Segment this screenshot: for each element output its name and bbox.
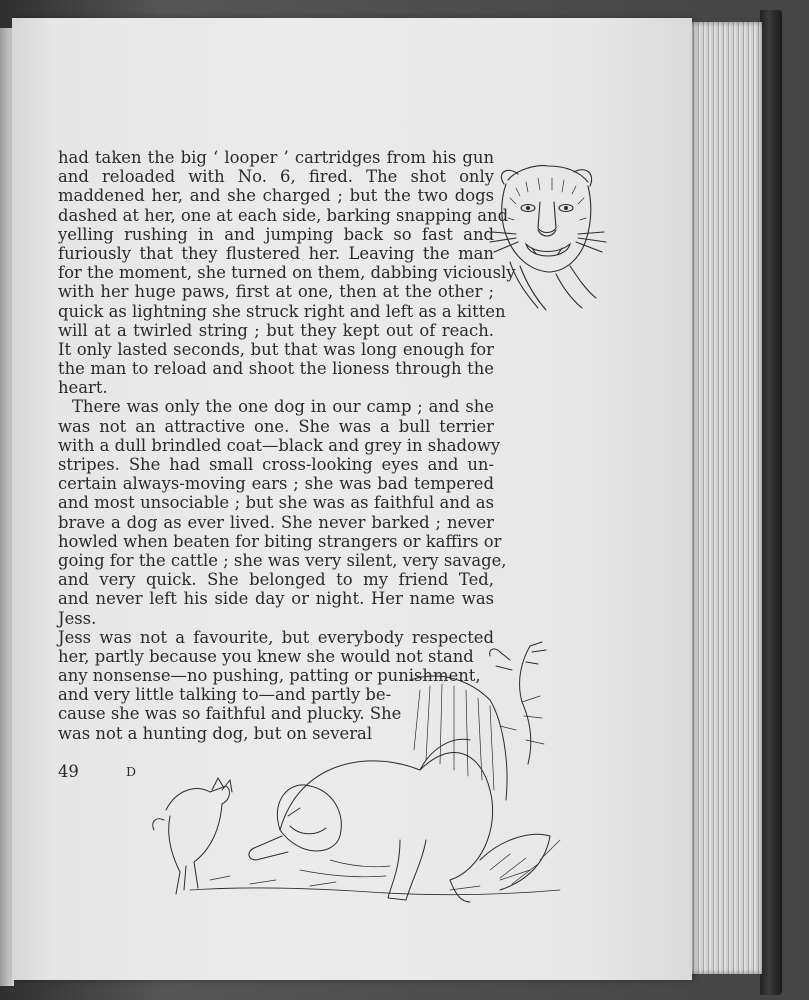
text-line: There was only the one dog in our camp ; and she: [72, 397, 494, 417]
text-line: brave a dog as ever lived. She never barked ; never: [58, 512, 494, 532]
text-line: going for the cattle ; she was very silent, very savage,: [58, 550, 507, 570]
text-line: It only lasted seconds, but that was long enough for: [58, 339, 494, 359]
text-line: Jess.: [58, 608, 97, 628]
text-line: with her huge paws, first at one, then at the other ;: [58, 282, 494, 302]
lioness-and-dog-illustration: [150, 640, 580, 912]
text-line: was not an attractive one. She was a bull terrier: [58, 416, 494, 436]
text-line: stripes. She had small cross-looking eyes and un-: [58, 455, 494, 474]
book-cover-edge: [760, 10, 782, 995]
page-stack-edges: [686, 22, 762, 974]
text-line: yelling rushing in and jumping back so fast and: [58, 224, 494, 244]
text-line: and never left his side day or night. Her name was: [58, 589, 494, 609]
text-line: dashed at her, one at each side, barking snapping and: [58, 205, 509, 225]
text-line: for the moment, she turned on them, dabbing viciously: [58, 263, 516, 283]
text-line: heart.: [58, 378, 108, 398]
signature-mark: D: [126, 764, 138, 779]
page-number: 49: [58, 762, 79, 781]
text-line: certain always-moving ears ; she was bad tempered: [58, 474, 494, 494]
text-line: the man to reload and shoot the lioness through the: [58, 359, 494, 379]
text-line: and most unsociable ; but she was as faithful and as: [58, 493, 494, 513]
text-line: had taken the big ‘ looper ’ cartridges from his gun: [58, 148, 494, 167]
text-line: quick as lightning she struck right and left as a kitten: [58, 301, 506, 321]
text-line: her, partly because you knew she would not stand: [58, 646, 474, 666]
text-line: cause she was so faithful and plucky. She: [58, 704, 402, 724]
lioness-head-illustration: [486, 162, 610, 312]
text-line: with a dull brindled coat—black and grey in shadowy: [58, 435, 501, 455]
text-line: howled when beaten for biting strangers or kaffirs or: [58, 531, 502, 551]
text-line: furiously that they flustered her. Leaving the man: [58, 243, 494, 263]
text-line: and very little talking to—and partly be-: [58, 685, 392, 705]
text-line: will at a twirled string ; but they kept out of reach.: [58, 320, 494, 340]
text-line: maddened her, and she charged ; but the two dogs: [58, 186, 494, 206]
text-line: and reloaded with No. 6, fired. The shot only: [58, 167, 494, 187]
text-line: any nonsense—no pushing, patting or punishment,: [58, 666, 481, 686]
text-line: and very quick. She belonged to my friend Ted,: [58, 570, 494, 590]
text-line: was not a hunting dog, but on several: [58, 723, 373, 743]
text-line: Jess was not a favourite, but everybody respected: [58, 627, 494, 647]
